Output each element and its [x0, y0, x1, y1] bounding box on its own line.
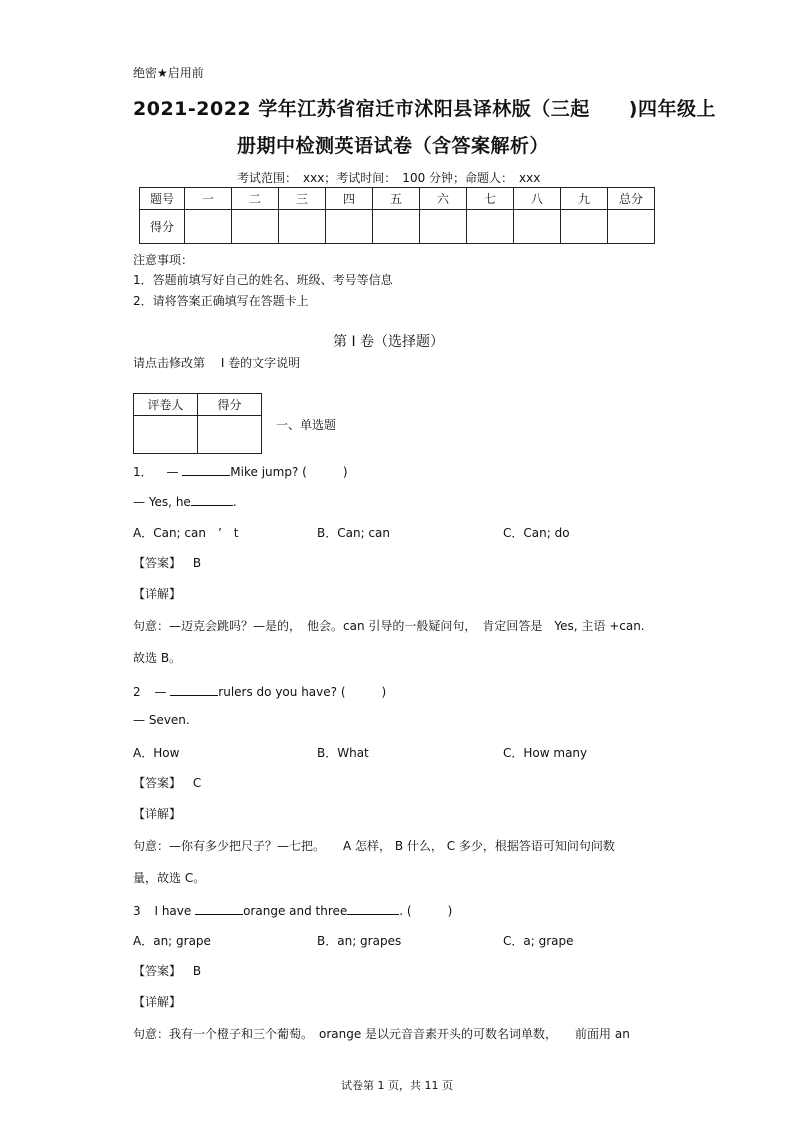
answer-line: [133, 774, 201, 791]
page-footer: 试卷第 1 页，共 11 页: [341, 1079, 453, 1092]
question-1-stem: [133, 463, 348, 480]
answer-value: B: [192, 556, 202, 570]
answer-blank: [191, 494, 233, 506]
score-cell: [467, 210, 514, 244]
reply-end: .: [232, 495, 237, 509]
answer-line: [133, 554, 201, 571]
dash: —: [166, 465, 179, 479]
score-header-cell: 六: [420, 188, 467, 210]
exam-info: 考试范围： xxx；考试时间： 100 分钟；命题人： xxx: [237, 171, 541, 185]
option-a: A．Can; can ’ t: [133, 526, 239, 540]
score-header-cell: 七: [467, 188, 514, 210]
score-cell: [373, 210, 420, 244]
answer-blank: [170, 684, 218, 696]
stem-text: I have: [154, 904, 192, 918]
score-header-cell: 总分: [608, 188, 655, 210]
explain-label: 【详解】: [133, 587, 182, 601]
score-cell: [608, 210, 655, 244]
answer-label: 【答案】: [133, 556, 182, 570]
grader-header-cell: 得分: [198, 394, 262, 416]
option-a: A．an; grape: [133, 934, 211, 948]
option-c: C．a; grape: [503, 934, 574, 948]
score-table-score-row: [140, 210, 655, 244]
explain-text: 句意：我有一个橙子和三个葡萄。 orange 是以元音音素开头的可数名词单数， 前面用 an: [133, 1027, 630, 1041]
answer-label: 【答案】: [133, 964, 182, 978]
explain-text: 句意：—你有多少把尺子？—七把。 A 怎样， B 什么， C 多少，根据答语可知问句问数: [133, 839, 615, 853]
dash: —: [154, 685, 167, 699]
answer-line: [133, 962, 201, 979]
answer-blank: [182, 464, 230, 476]
volume-description: 请点击修改第 I 卷的文字说明: [133, 356, 301, 370]
reply-text: — Yes, he: [133, 495, 191, 509]
question-number: 1．: [133, 465, 153, 479]
option-c: C．How many: [503, 746, 588, 760]
grader-cell: [134, 416, 198, 454]
score-table-header-row: [140, 188, 655, 210]
score-row-label: 得分: [140, 210, 185, 244]
notes-heading: 注意事项：: [133, 253, 194, 267]
option-c: C．Can; do: [503, 526, 570, 540]
score-cell: [232, 210, 279, 244]
confidential-label: 绝密★启用前: [133, 66, 204, 80]
explain-text: 句意：—迈克会跳吗？—是的， 他会。can 引导的一般疑问句， 肯定回答是 Yes, 主语 +can.: [133, 619, 645, 633]
stem-text: rulers do you have? ( ): [218, 685, 387, 699]
score-header-cell: 二: [232, 188, 279, 210]
exam-title-line2: 册期中检测英语试卷（含答案解析）: [237, 135, 550, 157]
question-1-reply: [133, 494, 237, 509]
stem-text: Mike jump? ( ): [230, 465, 348, 479]
note-item: 2．请将答案正确填写在答题卡上: [133, 294, 309, 308]
question-number: 2: [133, 685, 141, 699]
answer-value: B: [192, 964, 202, 978]
option-b: B．an; grapes: [317, 934, 402, 948]
option-a: A．How: [133, 746, 180, 760]
explain-label: 【详解】: [133, 995, 182, 1009]
question-number: 3: [133, 904, 141, 918]
answer-blank: [347, 903, 399, 915]
exam-title-line1: 2021-2022 学年江苏省宿迁市沭阳县译林版（三起 )四年级上: [133, 98, 716, 120]
answer-blank: [195, 903, 243, 915]
score-header-cell: 题号: [140, 188, 185, 210]
stem-text: . ( ): [399, 904, 453, 918]
stem-text: orange and three: [243, 904, 348, 918]
score-cell: [514, 210, 561, 244]
score-cell: [420, 210, 467, 244]
score-cell: [279, 210, 326, 244]
note-item: 1．答题前填写好自己的姓名、班级、考号等信息: [133, 273, 393, 287]
question-2-reply: — Seven.: [133, 713, 190, 727]
score-header-cell: 八: [514, 188, 561, 210]
score-cell: [185, 210, 232, 244]
score-table: [139, 187, 655, 244]
answer-label: 【答案】: [133, 776, 182, 790]
option-b: B．What: [317, 746, 369, 760]
explain-label: 【详解】: [133, 807, 182, 821]
section-title: 一、单选题: [276, 418, 337, 432]
question-3-stem: [133, 902, 452, 919]
explain-text: 故选 B。: [133, 651, 182, 665]
grader-header-cell: 评卷人: [134, 394, 198, 416]
score-cell: [326, 210, 373, 244]
option-b: B．Can; can: [317, 526, 390, 540]
volume-title: 第 I 卷（选择题）: [333, 334, 445, 350]
score-header-cell: 三: [279, 188, 326, 210]
question-2-stem: [133, 683, 386, 700]
answer-value: C: [192, 776, 202, 790]
grader-table: [133, 393, 262, 454]
score-cell: [561, 210, 608, 244]
score-header-cell: 四: [326, 188, 373, 210]
score-header-cell: 九: [561, 188, 608, 210]
explain-text: 量，故选 C。: [133, 871, 206, 885]
score-header-cell: 五: [373, 188, 420, 210]
grader-cell: [198, 416, 262, 454]
score-header-cell: 一: [185, 188, 232, 210]
